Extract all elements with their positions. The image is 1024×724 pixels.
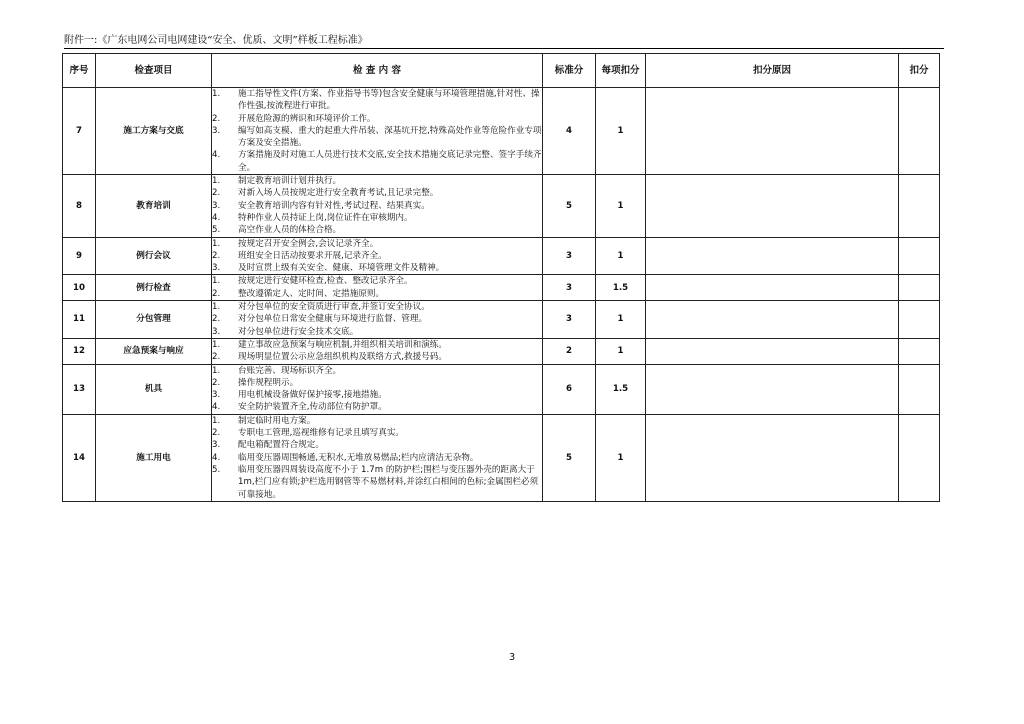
content-item-text: 对分包单位日常安全健康与环境进行监督、管理。: [238, 314, 428, 325]
content-item: [212, 326, 542, 338]
row-content: [212, 338, 543, 364]
page-number: 3: [508, 652, 516, 663]
content-item-number: 2.: [212, 428, 221, 439]
content-item-number: 3.: [212, 263, 221, 274]
row-standard-score: 4: [543, 88, 596, 175]
content-item-number: 3.: [212, 200, 221, 211]
content-item-text: 对分包单位进行安全技术交底。: [238, 326, 359, 337]
content-item: [212, 187, 542, 199]
content-item: [212, 415, 542, 427]
row-deduction: [899, 88, 940, 175]
row-deduction-reason: [646, 175, 899, 237]
content-item: [212, 464, 542, 501]
content-item-text: 临用变压器四周装设高度不小于 1.7m 的防护栏;围栏与变压器外壳的距离大于 1m,栏门应有锁;护栏选用钢管等不易燃材料,并涂红白相间的色标;金属围栏必须可靠接地。: [238, 464, 539, 500]
row-standard-score: 6: [543, 364, 596, 414]
content-item: [212, 365, 542, 377]
content-item-text: 配电箱配置符合规定。: [238, 440, 324, 451]
content-item-number: 3.: [212, 390, 221, 401]
content-item-number: 1.: [212, 89, 221, 99]
content-item-number: 2.: [212, 377, 221, 388]
row-deduction-reason: [646, 338, 899, 364]
row-deduction: [899, 237, 940, 275]
content-item-number: 5.: [212, 464, 221, 475]
content-item: [212, 262, 542, 274]
row-content: [212, 275, 543, 301]
table-row: [63, 414, 940, 501]
row-deduction-reason: [646, 301, 899, 339]
row-deduction-reason: [646, 414, 899, 501]
row-standard-score: 3: [543, 275, 596, 301]
column-header-per-item: 每项扣分: [596, 54, 646, 88]
row-deduction-reason: [646, 237, 899, 275]
content-item-text: 台账完善、现场标识齐全。: [238, 365, 342, 376]
content-item-number: 1.: [212, 415, 221, 426]
column-header-deduct: 扣分: [899, 54, 940, 88]
content-item-number: 2.: [212, 314, 221, 325]
content-item-number: 2.: [212, 188, 221, 199]
content-item-number: 5.: [212, 225, 221, 236]
row-seq: 12: [63, 338, 96, 364]
content-item: [212, 238, 542, 250]
row-item: 分包管理: [96, 301, 212, 339]
content-item-text: 及时宣贯上级有关安全、健康、环境管理文件及精神。: [238, 263, 445, 274]
content-item-text: 制定临时用电方案。: [238, 415, 316, 426]
row-item: 应急预案与响应: [96, 338, 212, 364]
content-item: [212, 125, 542, 150]
content-list: [212, 415, 542, 501]
row-item: 施工方案与交底: [96, 88, 212, 175]
column-header-reason: 扣分原因: [646, 54, 899, 88]
content-item-number: 3.: [212, 125, 221, 136]
row-content: [212, 414, 543, 501]
row-deduction-reason: [646, 88, 899, 175]
content-item-text: 建立事故应急预案与响应机制,并组织相关培训和演练。: [238, 339, 447, 350]
content-list: [212, 339, 542, 364]
content-item-number: 1.: [212, 238, 221, 249]
row-per-item-deduction: 1: [596, 301, 646, 339]
row-standard-score: 5: [543, 414, 596, 501]
content-list: [212, 275, 542, 300]
inspection-table: [62, 53, 940, 502]
content-item: [212, 377, 542, 389]
content-item: [212, 224, 542, 236]
content-item-text: 编写如高支模、重大的起重大件吊装、深基坑开挖,特殊高处作业等危险作业专项方案及安全措施。: [238, 125, 542, 149]
row-standard-score: 3: [543, 237, 596, 275]
table-row: [63, 175, 940, 237]
content-item-number: 1.: [212, 365, 221, 376]
content-item-text: 专职电工管理,巡视维修有记录且填写真实。: [238, 428, 405, 439]
row-content: [212, 364, 543, 414]
content-item-text: 开展危险源的辨识和环境评价工作。: [238, 113, 376, 124]
table-row: [63, 88, 940, 175]
table-row: [63, 301, 940, 339]
content-item-text: 临用变压器周围畅通,无积水,无堆放易燃品;栏内应清洁无杂物。: [238, 452, 479, 463]
row-content: [212, 88, 543, 175]
content-item-text: 对分包单位的安全资质进行审查,并签订安全协议。: [238, 302, 430, 313]
row-deduction: [899, 275, 940, 301]
content-item-text: 按规定召开安全例会,会议记录齐全。: [238, 238, 379, 249]
content-item-number: 2.: [212, 113, 221, 124]
content-item-number: 4.: [212, 150, 221, 161]
content-item-number: 1.: [212, 339, 221, 350]
table-row: [63, 237, 940, 275]
content-item: [212, 88, 542, 113]
column-header-content: 检 查 内 容: [212, 54, 543, 88]
column-header-item: 检查项目: [96, 54, 212, 88]
content-list: [212, 175, 542, 236]
content-item-number: 4.: [212, 212, 221, 223]
row-item: 例行会议: [96, 237, 212, 275]
content-item-text: 施工指导性文件(方案、作业指导书等)包含安全健康与环境管理措施,针对性、操作性强,按流程进行审批。: [238, 89, 540, 112]
content-item: [212, 427, 542, 439]
content-item: [212, 288, 542, 300]
row-deduction: [899, 338, 940, 364]
content-list: [212, 238, 542, 275]
content-item: [212, 113, 542, 125]
content-item-number: 1.: [212, 176, 221, 187]
row-seq: 8: [63, 175, 96, 237]
content-item-number: 3.: [212, 326, 221, 337]
content-item-number: 3.: [212, 440, 221, 451]
row-per-item-deduction: 1: [596, 88, 646, 175]
row-deduction: [899, 175, 940, 237]
row-deduction-reason: [646, 275, 899, 301]
content-item-text: 对新入场人员按规定进行安全教育考试,且记录完整。: [238, 188, 439, 199]
row-seq: 11: [63, 301, 96, 339]
content-item-number: 2.: [212, 352, 221, 363]
row-deduction-reason: [646, 364, 899, 414]
row-standard-score: 5: [543, 175, 596, 237]
row-content: [212, 237, 543, 275]
row-seq: 14: [63, 414, 96, 501]
content-item: [212, 275, 542, 287]
row-per-item-deduction: 1.5: [596, 364, 646, 414]
row-seq: 7: [63, 88, 96, 175]
content-item-text: 安全防护装置齐全,传动部位有防护罩。: [238, 402, 387, 413]
row-item: 例行检查: [96, 275, 212, 301]
table-row: [63, 275, 940, 301]
row-deduction: [899, 364, 940, 414]
content-item-text: 特种作业人员持证上岗,岗位证件在审核期内。: [238, 212, 413, 223]
content-item: [212, 351, 542, 363]
row-per-item-deduction: 1: [596, 338, 646, 364]
document-header: 附件一:《广东电网公司电网建设“安全、优质、文明”样板工程标准》: [64, 35, 944, 49]
row-per-item-deduction: 1: [596, 414, 646, 501]
content-list: [212, 301, 542, 338]
content-item-text: 操作规程明示。: [238, 377, 299, 388]
column-header-seq: 序号: [63, 54, 96, 88]
content-item: [212, 313, 542, 325]
content-item: [212, 149, 542, 174]
table-body: [63, 88, 940, 502]
content-item-text: 方案措施及时对施工人员进行技术交底,安全技术措施交底记录完整、签字手续齐全。: [238, 150, 542, 173]
content-item-text: 整改遵循定人、定时间、定措施原则。: [238, 288, 385, 299]
row-seq: 10: [63, 275, 96, 301]
content-item: [212, 452, 542, 464]
row-deduction: [899, 414, 940, 501]
content-item: [212, 389, 542, 401]
content-item-number: 1.: [212, 302, 221, 313]
content-item-text: 高空作业人员的体检合格。: [238, 225, 342, 236]
row-seq: 9: [63, 237, 96, 275]
content-item-text: 按规定进行安健环检查,检查、整改记录齐全。: [238, 276, 413, 287]
row-standard-score: 3: [543, 301, 596, 339]
content-item-number: 2.: [212, 288, 221, 299]
table-row: [63, 364, 940, 414]
row-deduction: [899, 301, 940, 339]
content-list: [212, 365, 542, 414]
row-per-item-deduction: 1.5: [596, 275, 646, 301]
table-row: [63, 338, 940, 364]
row-content: [212, 175, 543, 237]
content-item: [212, 339, 542, 351]
row-standard-score: 2: [543, 338, 596, 364]
content-item-text: 班组安全日活动按要求开展,记录齐全。: [238, 250, 387, 261]
content-item: [212, 250, 542, 262]
content-item-text: 用电机械设备做好保护接零,接地措施。: [238, 390, 387, 401]
content-item-text: 安全教育培训内容有针对性,考试过程、结果真实。: [238, 200, 430, 211]
row-content: [212, 301, 543, 339]
column-header-standard: 标准分: [543, 54, 596, 88]
row-per-item-deduction: 1: [596, 175, 646, 237]
content-item-number: 4.: [212, 402, 221, 413]
row-item: 施工用电: [96, 414, 212, 501]
content-item: [212, 200, 542, 212]
content-list: [212, 88, 542, 174]
content-item-text: 制定教育培训计划并执行。: [238, 176, 342, 187]
content-item-number: 2.: [212, 250, 221, 261]
table-header-row: [63, 54, 940, 88]
content-item: [212, 439, 542, 451]
content-item: [212, 212, 542, 224]
content-item: [212, 401, 542, 413]
row-per-item-deduction: 1: [596, 237, 646, 275]
content-item-text: 现场明显位置公示应急组织机构及联络方式,救援号码。: [238, 352, 447, 363]
row-seq: 13: [63, 364, 96, 414]
content-item: [212, 175, 542, 187]
content-item-number: 4.: [212, 452, 221, 463]
row-item: 机具: [96, 364, 212, 414]
content-item: [212, 301, 542, 313]
content-item-number: 1.: [212, 276, 221, 287]
row-item: 教育培训: [96, 175, 212, 237]
